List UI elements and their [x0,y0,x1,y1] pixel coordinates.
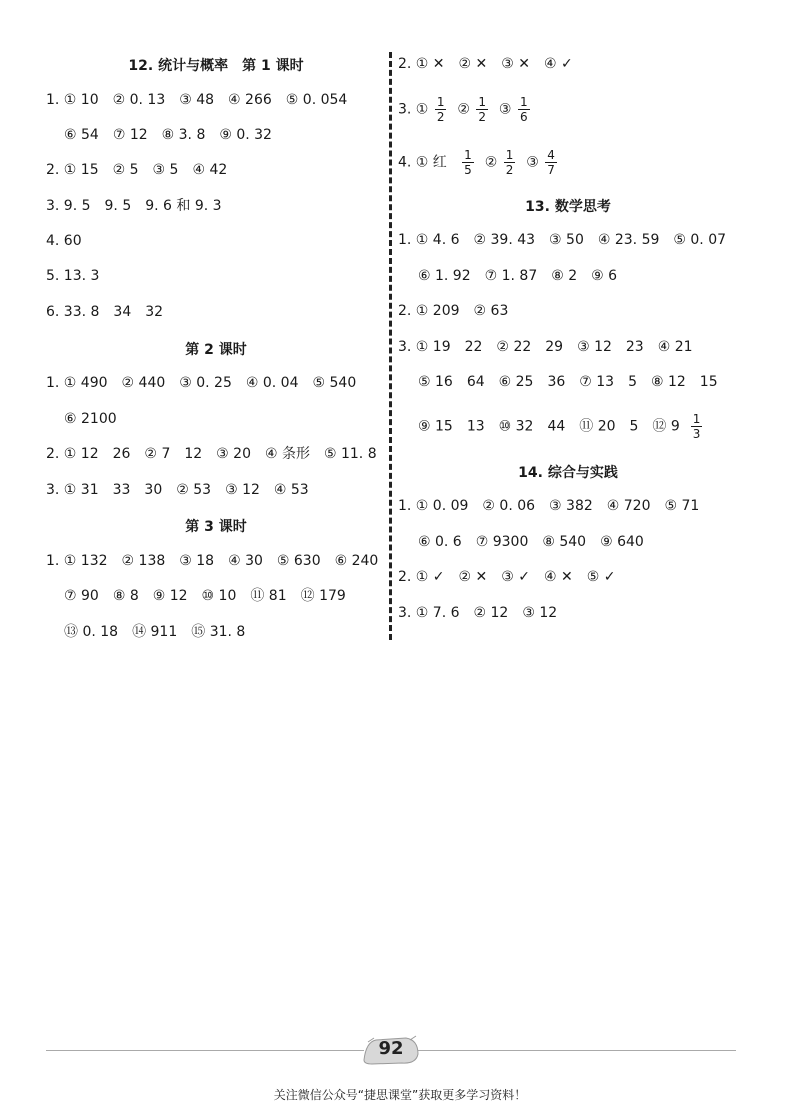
answer-line: 2. ① 209 ② 63 [398,303,509,319]
section-12-title: 12. 统计与概率 第 1 课时 [128,58,304,74]
fraction-answer-line [398,95,532,124]
fraction: $\frac{1}{2}$ [505,148,514,177]
answer-line: 3. ① 31 33 30 ② 53 ③ 12 ④ 53 [46,482,309,498]
section-13-title: 13. 数学思考 [525,199,611,215]
footer-rule-left [46,1050,364,1051]
fraction-answer-line [418,412,704,441]
answer-line: 1. ① 4. 6 ② 39. 43 ③ 50 ④ 23. 59 ⑤ 0. 07 [398,232,727,248]
line-prefix: 4. ① 红 [398,154,447,171]
line-prefix: 3. ① [398,101,429,118]
answer-line: 3. ① 7. 6 ② 12 ③ 12 [398,605,558,621]
item-label: ② [484,154,498,171]
fraction: $\frac{1}{2}$ [478,95,487,124]
answer-line: 3. ① 19 22 ② 22 29 ③ 12 23 ④ 21 [398,339,693,355]
answer-line: ⑥ 0. 6 ⑦ 9300 ⑧ 540 ⑨ 640 [418,534,644,550]
answer-line: ⑥ 54 ⑦ 12 ⑧ 3. 8 ⑨ 0. 32 [64,127,272,143]
answer-line: 1. ① 10 ② 0. 13 ③ 48 ④ 266 ⑤ 0. 054 [46,92,348,108]
answer-line: ⑦ 90 ⑧ 8 ⑨ 12 ⑩ 10 ⑪ 81 ⑫ 179 [64,588,346,604]
fraction: $\frac{4}{7}$ [547,148,555,177]
item-label: ③ [498,101,512,118]
fraction: $\frac{1}{6}$ [519,95,528,124]
column-divider [389,52,392,640]
line-prefix: ⑨ 15 13 ⑩ 32 44 ⑪ 20 5 ⑫ 9 [418,418,680,435]
item-label: ③ [526,154,539,171]
item-label: ② [457,101,470,118]
answer-line: 2. ① ✕ ② ✕ ③ ✕ ④ ✓ [398,56,573,72]
answer-line: 2. ① 12 26 ② 7 12 ③ 20 ④ 条形 ⑤ 11. 8 [46,446,377,462]
fraction: $\frac{1}{5}$ [464,148,472,177]
footer-rule-right [418,1050,736,1051]
lesson-2-title: 第 2 课时 [185,342,247,358]
answer-line: 2. ① ✓ ② ✕ ③ ✓ ④ ✕ ⑤ ✓ [398,569,616,585]
answer-line: ⑥ 2100 [64,411,117,427]
page-number: 92 [378,1038,404,1059]
answer-line: 1. ① 132 ② 138 ③ 18 ④ 30 ⑤ 630 ⑥ 240 [46,553,379,569]
answer-line: ⑥ 1. 92 ⑦ 1. 87 ⑧ 2 ⑨ 6 [418,268,618,284]
answer-line: 6. 33. 8 34 32 [46,304,164,320]
lesson-3-title: 第 3 课时 [185,519,247,535]
answer-line: 3. 9. 5 9. 5 9. 6 和 9. 3 [46,198,222,214]
footer-note: 关注微信公众号“捷思课堂”获取更多学习资料！ [273,1088,527,1102]
fraction: $\frac{1}{3}$ [692,412,701,441]
section-14-title: 14. 综合与实践 [518,465,618,481]
answer-line: ⑬ 0. 18 ⑭ 911 ⑮ 31. 8 [64,624,246,640]
answer-line: 4. 60 [46,233,82,249]
answer-line: 1. ① 490 ② 440 ③ 0. 25 ④ 0. 04 ⑤ 540 [46,375,357,391]
answer-line: 2. ① 15 ② 5 ③ 5 ④ 42 [46,162,228,178]
answer-line: 1. ① 0. 09 ② 0. 06 ③ 382 ④ 720 ⑤ 71 [398,498,700,514]
answer-line: ⑤ 16 64 ⑥ 25 36 ⑦ 13 5 ⑧ 12 15 [418,374,718,390]
fraction-answer-line [398,148,559,177]
answer-line: 5. 13. 3 [46,268,100,284]
fraction: $\frac{1}{2}$ [436,95,445,124]
